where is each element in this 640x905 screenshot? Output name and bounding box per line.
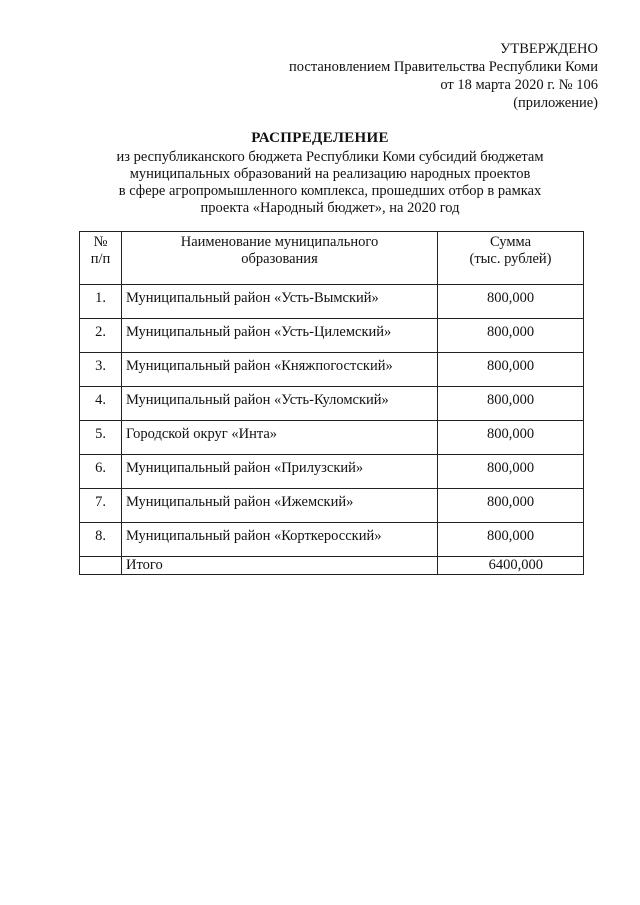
row-name: Муниципальный район «Усть-Вымский»	[122, 285, 438, 319]
header-name	[122, 232, 438, 285]
row-number: 4.	[80, 387, 122, 421]
row-sum: 800,000	[438, 387, 584, 421]
row-name: Муниципальный район «Княжпогостский»	[122, 353, 438, 387]
row-number: 1.	[80, 285, 122, 319]
row-name: Муниципальный район «Усть-Цилемский»	[122, 319, 438, 353]
row-sum: 800,000	[438, 421, 584, 455]
header-name-line2: образования	[241, 251, 318, 267]
approval-appendix: (приложение)	[513, 95, 598, 111]
table-row	[80, 489, 584, 523]
header-number	[80, 232, 122, 285]
total-label: Итого	[122, 557, 438, 575]
header-sum-line1: Сумма	[489, 234, 532, 250]
distribution-table	[79, 231, 584, 575]
row-sum: 800,000	[438, 285, 584, 319]
header-name-line1: Наименование муниципального	[180, 234, 379, 250]
approval-decree: постановлением Правительства Республики Коми	[289, 59, 598, 75]
header-number-line1: №	[93, 234, 108, 250]
row-sum: 800,000	[438, 455, 584, 489]
table-header-row	[80, 232, 584, 285]
table-row	[80, 285, 584, 319]
row-sum: 800,000	[438, 489, 584, 523]
row-sum: 800,000	[438, 353, 584, 387]
table-total-row	[80, 557, 584, 575]
row-name: Муниципальный район «Ижемский»	[122, 489, 438, 523]
row-sum: 800,000	[438, 523, 584, 557]
row-number: 6.	[80, 455, 122, 489]
row-number: 7.	[80, 489, 122, 523]
table-row	[80, 353, 584, 387]
approval-heading: УТВЕРЖДЕНО	[500, 41, 598, 57]
approval-stamp	[289, 40, 598, 112]
header-number-line2: п/п	[90, 251, 111, 267]
approval-date: от 18 марта 2020 г. № 106	[440, 77, 598, 93]
header-sum-line2: (тыс. рублей)	[469, 251, 552, 267]
row-number: 2.	[80, 319, 122, 353]
row-number: 8.	[80, 523, 122, 557]
subtitle-line: муниципальных образований на реализацию народных проектов	[129, 166, 531, 182]
document-subtitle	[90, 149, 570, 217]
row-number: 3.	[80, 353, 122, 387]
row-number: 5.	[80, 421, 122, 455]
subtitle-line: из республиканского бюджета Республики Коми субсидий бюджетам	[116, 149, 544, 165]
table-row	[80, 319, 584, 353]
row-name: Муниципальный район «Корткеросский»	[122, 523, 438, 557]
document-title: РАСПРЕДЕЛЕНИЕ	[251, 130, 389, 146]
subtitle-line: проекта «Народный бюджет», на 2020 год	[200, 200, 460, 216]
table-row	[80, 387, 584, 421]
table-row	[80, 523, 584, 557]
subtitle-line: в сфере агропромышленного комплекса, прошедших отбор в рамках	[118, 183, 542, 199]
total-sum: 6400,000	[438, 557, 584, 575]
total-number-cell	[80, 557, 122, 575]
row-name: Городской округ «Инта»	[122, 421, 438, 455]
row-name: Муниципальный район «Усть-Куломский»	[122, 387, 438, 421]
row-sum: 800,000	[438, 319, 584, 353]
header-sum	[438, 232, 584, 285]
row-name: Муниципальный район «Прилузский»	[122, 455, 438, 489]
table-row	[80, 455, 584, 489]
table-row	[80, 421, 584, 455]
